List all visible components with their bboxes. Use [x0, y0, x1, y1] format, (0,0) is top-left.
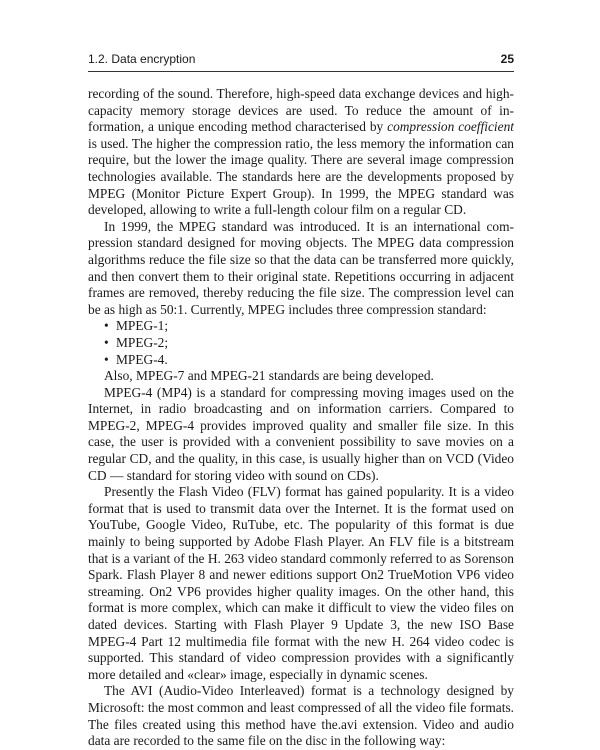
list-item-text: MPEG-2; [116, 334, 169, 350]
list-item [88, 352, 514, 369]
paragraph-mpeg-intro: In 1999, the MPEG standard was introduced. It is an international compression standard designed for moving objects. The MPEG data compression algorithms reduce the file size so that the data can be transferred more quickly, and then convert them to their original state. Repetitions occurring in adjacent frames are removed, thereby reducing the file size. The compression level can be as high as 50:1. Currently, MPEG includes three compression standard: [88, 218, 514, 317]
paragraph-mpeg4: MPEG-4 (MP4) is a standard for compressing moving images used on the Internet, in radio broadcasting and on information carriers. Compared to MPEG-2, MPEG-4 provides improved quality and smaller file size. In this case, the user is provided with a convenient possibility to save movies on a regular CD, and the quality, in this case, is usually higher than on VCD (Video CD — standard for storing video with sound on CDs). [88, 384, 514, 483]
bullet-icon: • [104, 351, 109, 367]
paragraph-avi: The AVI (Audio-Video Interleaved) format is a technology designed by Microsoft: the most common and least compressed of all the video file formats. The files created using this method have the.avi extension. Video and audio data are recorded to the same file on the disc in the following way: [88, 683, 514, 749]
bullet-icon: • [104, 334, 109, 350]
page-number: 25 [500, 52, 514, 66]
body-text [88, 86, 514, 750]
paragraph-continuation [88, 86, 514, 219]
paragraph-mpeg-future: Also, MPEG-7 and MPEG-21 standards are being developed. [104, 368, 434, 384]
paragraph-flv: Presently the Flash Video (FLV) format has gained popularity. It is a video format that is used to transmit data over the Internet. It is the format used on YouTube, Google Video, RuTube, etc. The popularity of this format is due mainly to being supported by Adobe Flash Player. An FLV file is a bitstream that is a variant of the H. 263 video standard commonly referred to as Sorenson Spark. Flash Player 8 and newer editions support On2 TrueMotion VP6 video streaming. On2 VP6 provides higher quality images. On the other hand, this format is more complex, which can make it difficult to view the video files on dated devices. Starting with Flash Player 9 Update 3, the new ISO Base MPEG-4 Part 12 multimedia file format with the new H. 264 video codec is supported. This standard of video compression provides with a significantly more detailed and «clear» image, especially in dynamic scenes. [88, 484, 514, 682]
mpeg-standards-list [88, 318, 514, 368]
paragraph-text: is used. The higher the compression ratio, the less memory the information can require, but the lower the image quality. There are several image compression technologies available. The standards here are the developments proposed by MPEG (Monitor Picture Expert Group). In 1999, the MPEG standard was developed, allowing to write a full-length colour film on a regular CD. [88, 135, 514, 218]
list-item [88, 318, 514, 335]
section-title: 1.2. Data encryption [88, 52, 196, 66]
paragraph-text: recording of the sound. Therefore, high-speed data exchange devices and high-capacity memory storage devices are used. To reduce the amount of information, a unique encoding method characterised by [88, 86, 514, 135]
header-rule [88, 71, 514, 72]
emphasized-term: compression coefficient [387, 119, 514, 135]
bullet-icon: • [104, 318, 109, 334]
running-header [88, 52, 514, 66]
book-page [88, 52, 514, 750]
list-item-text: MPEG-4. [116, 351, 168, 367]
list-item [88, 335, 514, 352]
list-item-text: MPEG-1; [116, 318, 169, 334]
